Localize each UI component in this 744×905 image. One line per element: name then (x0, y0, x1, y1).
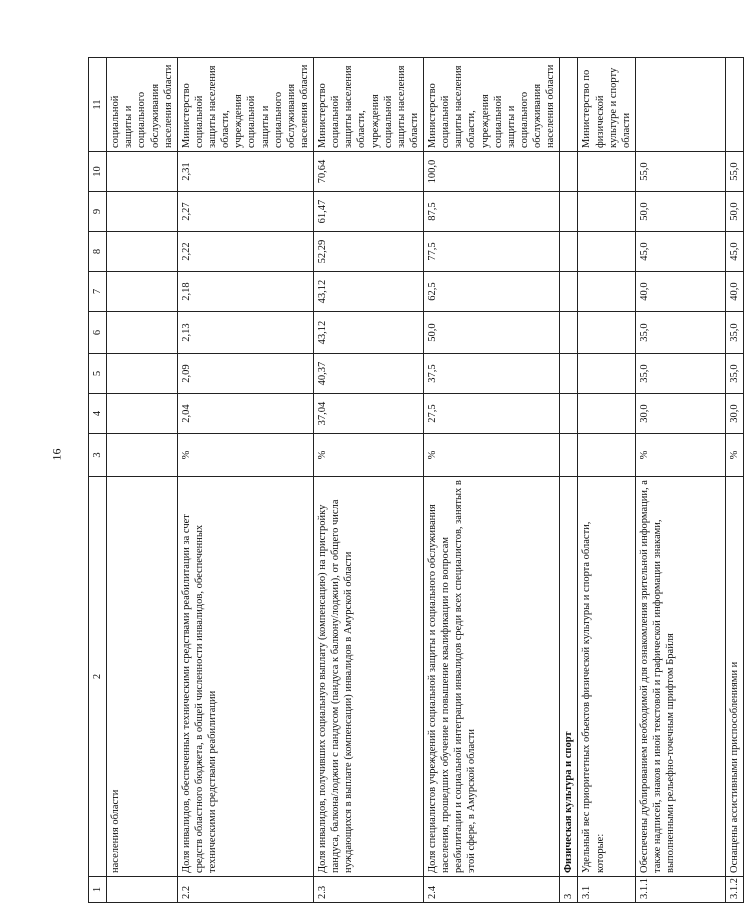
header-cell: 6 (89, 312, 107, 354)
header-cell: 11 (89, 58, 107, 152)
row-responsible: социальной защиты и социального обслуживания населения области (107, 58, 178, 152)
row-value: 43,12 (314, 272, 424, 312)
row-value: 30,0 (635, 394, 725, 434)
row-value (107, 354, 178, 394)
row-number: 2.4 (424, 877, 560, 903)
row-value: 2,22 (177, 232, 313, 272)
row-value: 2,18 (177, 272, 313, 312)
row-number: 3.1.1 (635, 877, 725, 903)
row-value: 52,29 (314, 232, 424, 272)
header-cell: 3 (89, 434, 107, 477)
row-value: 40,0 (635, 272, 725, 312)
row-value: 40,0 (725, 272, 743, 312)
row-value: 2,09 (177, 354, 313, 394)
row-indicator-text: Обеспечены дублированием необходимой для ознакомления зрительной информации, а также надписей, знаков и иной текстовой и графической информации знаками, выполненными рельефно-точечным шрифтом Брайля (635, 477, 725, 877)
row-responsible: Министерство социальной защиты населения области, учреждения социальной защиты и социального обслуживания населения области (177, 58, 313, 152)
row-responsible (725, 58, 743, 152)
header-cell: 10 (89, 152, 107, 192)
row-value: 2,04 (177, 394, 313, 434)
row-value (107, 394, 178, 434)
row-value: 55,0 (635, 152, 725, 192)
row-number: 3.1 (578, 877, 636, 903)
table-row (424, 58, 560, 903)
row-indicator-text: Оснащены ассистивными приспособлениями и (725, 477, 743, 877)
rotated-table-wrapper (88, 58, 740, 903)
row-value: 70,64 (314, 152, 424, 192)
row-value: 2,27 (177, 192, 313, 232)
row-value: 45,0 (635, 232, 725, 272)
row-value: 77,5 (424, 232, 560, 272)
row-responsible: Министерство по физической культуре и спорту области (578, 58, 636, 152)
row-responsible: Министерство социальной защиты населения области, учреждения социальной защиты и социального обслуживания населения области (424, 58, 560, 152)
row-value (107, 232, 178, 272)
table-row (578, 58, 636, 903)
row-unit (107, 434, 178, 477)
row-value: 35,0 (635, 354, 725, 394)
row-number: 2.2 (177, 877, 313, 903)
row-number: 3.1.2 (725, 877, 743, 903)
row-value (578, 192, 636, 232)
row-value: 2,31 (177, 152, 313, 192)
row-value: 87,5 (424, 192, 560, 232)
row-value: 50,0 (725, 192, 743, 232)
row-unit (560, 434, 578, 477)
row-value (560, 312, 578, 354)
table-row (725, 58, 743, 903)
row-indicator-text: Физическая культура и спорт (560, 477, 578, 877)
table-row (314, 58, 424, 903)
row-indicator-text: Доля специалистов учреждений социальной защиты и социального обслуживания населения, прошедших обучение и повышение квалификации по вопросам реабилитации и социальной интеграции инвалидов среди всех специалистов, занятых в этой сфере, в Амурской области (424, 477, 560, 877)
row-value: 100,0 (424, 152, 560, 192)
row-value: 50,0 (635, 192, 725, 232)
table-row (560, 58, 578, 903)
row-unit: % (725, 434, 743, 477)
row-value (578, 232, 636, 272)
header-cell: 8 (89, 232, 107, 272)
row-value: 43,12 (314, 312, 424, 354)
row-value (560, 192, 578, 232)
row-value (560, 152, 578, 192)
row-value: 61,47 (314, 192, 424, 232)
page-number: 16 (49, 448, 64, 461)
row-value (107, 152, 178, 192)
row-number (107, 877, 178, 903)
row-unit: % (635, 434, 725, 477)
row-value (107, 312, 178, 354)
row-indicator-text: Удельный вес приоритетных объектов физической культуры и спорта области, которые: (578, 477, 636, 877)
row-unit: % (177, 434, 313, 477)
row-responsible: Министерство социальной защиты населения области, учреждения социальной защиты населения области (314, 58, 424, 152)
indicator-table-inner (88, 57, 744, 903)
row-indicator-text: населения области (107, 477, 178, 877)
row-value (578, 312, 636, 354)
header-cell: 7 (89, 272, 107, 312)
row-value: 2,13 (177, 312, 313, 354)
header-cell: 2 (89, 477, 107, 877)
row-value: 35,0 (725, 312, 743, 354)
row-value (578, 272, 636, 312)
row-unit: % (314, 434, 424, 477)
row-indicator-text: Доля инвалидов, обеспеченных техническими средствами реабилитации за счет средств областного бюджета, в общей численности инвалидов, обеспеченных техническими средствами реабилитации (177, 477, 313, 877)
row-value: 45,0 (725, 232, 743, 272)
row-unit: % (424, 434, 560, 477)
row-value (560, 232, 578, 272)
row-value: 37,5 (424, 354, 560, 394)
row-value: 62,5 (424, 272, 560, 312)
row-responsible (560, 58, 578, 152)
table-row (635, 58, 725, 903)
row-value: 40,37 (314, 354, 424, 394)
row-number: 2.3 (314, 877, 424, 903)
row-indicator-text: Доля инвалидов, получивших социальную выплату (компенсацию) на пристройку пандуса, балкона/лоджии с пандусом (пандуса к балкону/лоджии), от общего числа нуждающихся в выплате (компенсации) инвалидов в Амурской области (314, 477, 424, 877)
row-value (578, 152, 636, 192)
row-value: 30,0 (725, 394, 743, 434)
header-cell: 5 (89, 354, 107, 394)
row-number: 3 (560, 877, 578, 903)
row-value: 27,5 (424, 394, 560, 434)
row-value (560, 272, 578, 312)
header-cell: 1 (89, 877, 107, 903)
header-cell: 9 (89, 192, 107, 232)
row-value (578, 354, 636, 394)
table-row (177, 58, 313, 903)
row-value: 35,0 (635, 312, 725, 354)
row-value: 37,04 (314, 394, 424, 434)
row-unit (578, 434, 636, 477)
row-value: 55,0 (725, 152, 743, 192)
row-value: 50,0 (424, 312, 560, 354)
row-value (578, 394, 636, 434)
row-responsible (635, 58, 725, 152)
row-value (107, 192, 178, 232)
table-row (107, 58, 178, 903)
row-value (107, 272, 178, 312)
row-value: 35,0 (725, 354, 743, 394)
header-cell: 4 (89, 394, 107, 434)
table-header-row (89, 58, 107, 903)
row-value (560, 394, 578, 434)
row-value (560, 354, 578, 394)
